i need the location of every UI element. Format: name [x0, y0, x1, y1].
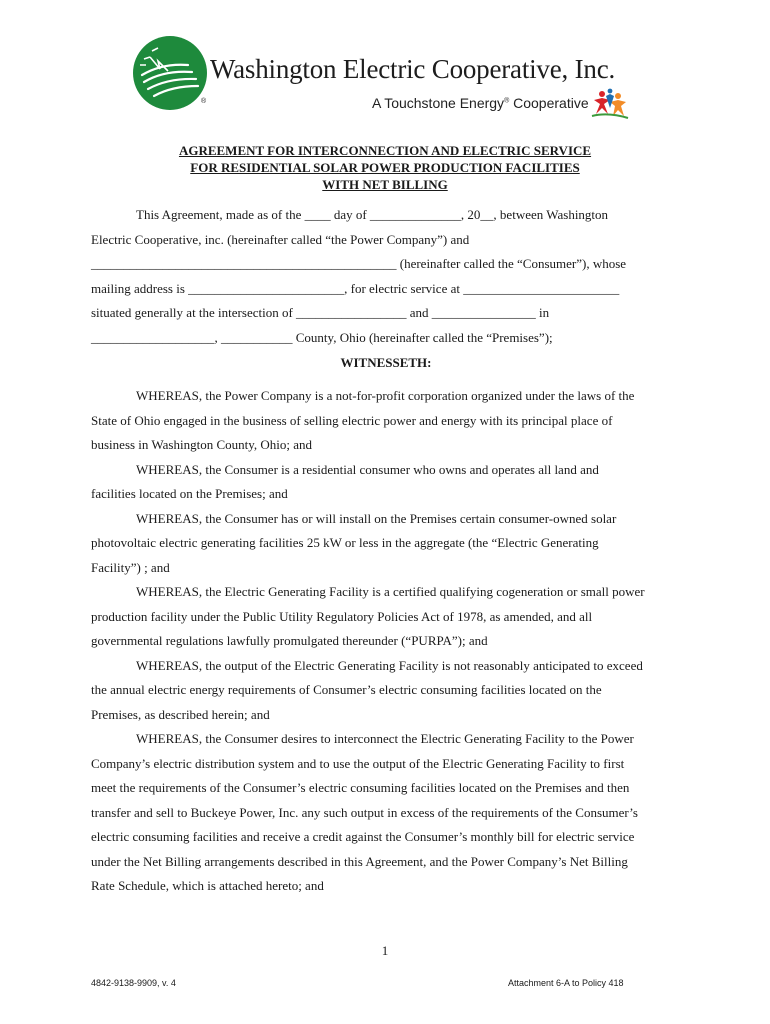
recital — [91, 580, 681, 654]
recital — [91, 384, 681, 458]
tagline-suffix: Cooperative — [509, 95, 589, 111]
recitals — [91, 384, 681, 899]
recital-line: business in Washington County, Ohio; and — [91, 437, 313, 452]
cooperative-logo-icon — [132, 35, 208, 111]
touchstone-energy-icon — [588, 88, 632, 120]
preamble-line: _______________________________________________ (hereinafter called the “Consumer”), whose — [91, 256, 627, 271]
recital-line: photovoltaic electric generating facilities 25 kW or less in the aggregate (the “Electric Generating — [91, 535, 599, 550]
recital-line: the annual electric energy requirements of Consumer’s electric consuming facilities located on the — [91, 682, 602, 697]
recital — [91, 458, 681, 507]
title-line-2: FOR RESIDENTIAL SOLAR POWER PRODUCTION FACILITIES — [190, 160, 580, 175]
recital-line: WHEREAS, the Consumer is a residential consumer who owns and operates all land and — [136, 461, 599, 477]
recital-line: WHEREAS, the Electric Generating Facility is a certified qualifying cogeneration or small power — [136, 584, 645, 599]
document-id: 4842-9138-9909, v. 4 — [91, 978, 176, 988]
recital — [91, 727, 681, 899]
logo-registered-mark: ® — [201, 98, 207, 105]
agreement-title — [0, 142, 770, 193]
preamble-line: mailing address is ________________________, for electric service at ________________________ — [91, 280, 620, 296]
recital-line: WHEREAS, the Consumer desires to interconnect the Electric Generating Facility to the Power — [136, 731, 634, 746]
preamble — [91, 203, 681, 350]
recital-line: WHEREAS, the Consumer has or will install on the Premises certain consumer-owned solar — [136, 510, 617, 526]
recital-line: Facility”) ; and — [91, 559, 170, 575]
preamble-line: This Agreement, made as of the ____ day of ______________, 20__, between Washington — [136, 207, 609, 222]
title-line-1: AGREEMENT FOR INTERCONNECTION AND ELECTRIC SERVICE — [178, 143, 592, 158]
recital-line: WHEREAS, the output of the Electric Generating Facility is not reasonably anticipated to exceed — [136, 657, 643, 673]
recital-line: production facility under the Public Utility Regulatory Policies Act of 1978, as amended, and all — [91, 608, 593, 624]
recital-line: WHEREAS, the Power Company is a not-for-profit corporation organized under the laws of the — [136, 388, 635, 403]
preamble-line: Electric Cooperative, inc. (hereinafter called “the Power Company”) and — [91, 231, 470, 247]
recital-line: electric consuming facilities and receive a credit against the Consumer’s monthly bill for electric service — [91, 829, 635, 844]
company-name: Washington Electric Cooperative, Inc. — [210, 54, 616, 84]
recital-line: meet the requirements of the Consumer’s electric consuming facilities located on the Premises and then — [91, 780, 630, 795]
recital-line: under the Net Billing arrangements described in this Agreement, and the Power Company’s Net Billing — [91, 853, 628, 869]
tagline-registered-mark: ® — [504, 97, 510, 105]
preamble-line: ___________________, ___________ County, Ohio (hereinafter called the “Premises”); — [91, 329, 553, 345]
page-number: 1 — [381, 943, 389, 958]
attachment-reference: Attachment 6-A to Policy 418 — [508, 978, 624, 988]
recital — [91, 654, 681, 728]
recital — [91, 507, 681, 581]
tagline-prefix: A Touchstone Energy — [372, 95, 505, 111]
witnesseth-heading: WITNESSETH: — [340, 355, 432, 370]
recital-line: governmental regulations lawfully promulgated thereunder (“PURPA”); and — [91, 633, 488, 648]
title-line-3: WITH NET BILLING — [322, 177, 448, 192]
recital-line: facilities located on the Premises; and — [91, 486, 288, 501]
tagline — [372, 95, 589, 111]
recital-line: transfer and sell to Buckeye Power, Inc. any such output in excess of the requirements of the Consumer’s — [91, 804, 638, 820]
recital-line: State of Ohio engaged in the business of selling electric power and energy with its principal place of — [91, 412, 613, 428]
recital-line: Company’s electric distribution system and to use the output of the Electric Generating Facility to first — [91, 755, 625, 771]
recital-line: Premises, as described herein; and — [91, 706, 270, 722]
recital-line: Rate Schedule, which is attached hereto; and — [91, 878, 324, 893]
preamble-line: situated generally at the intersection of _________________ and ________________ in — [91, 305, 550, 320]
